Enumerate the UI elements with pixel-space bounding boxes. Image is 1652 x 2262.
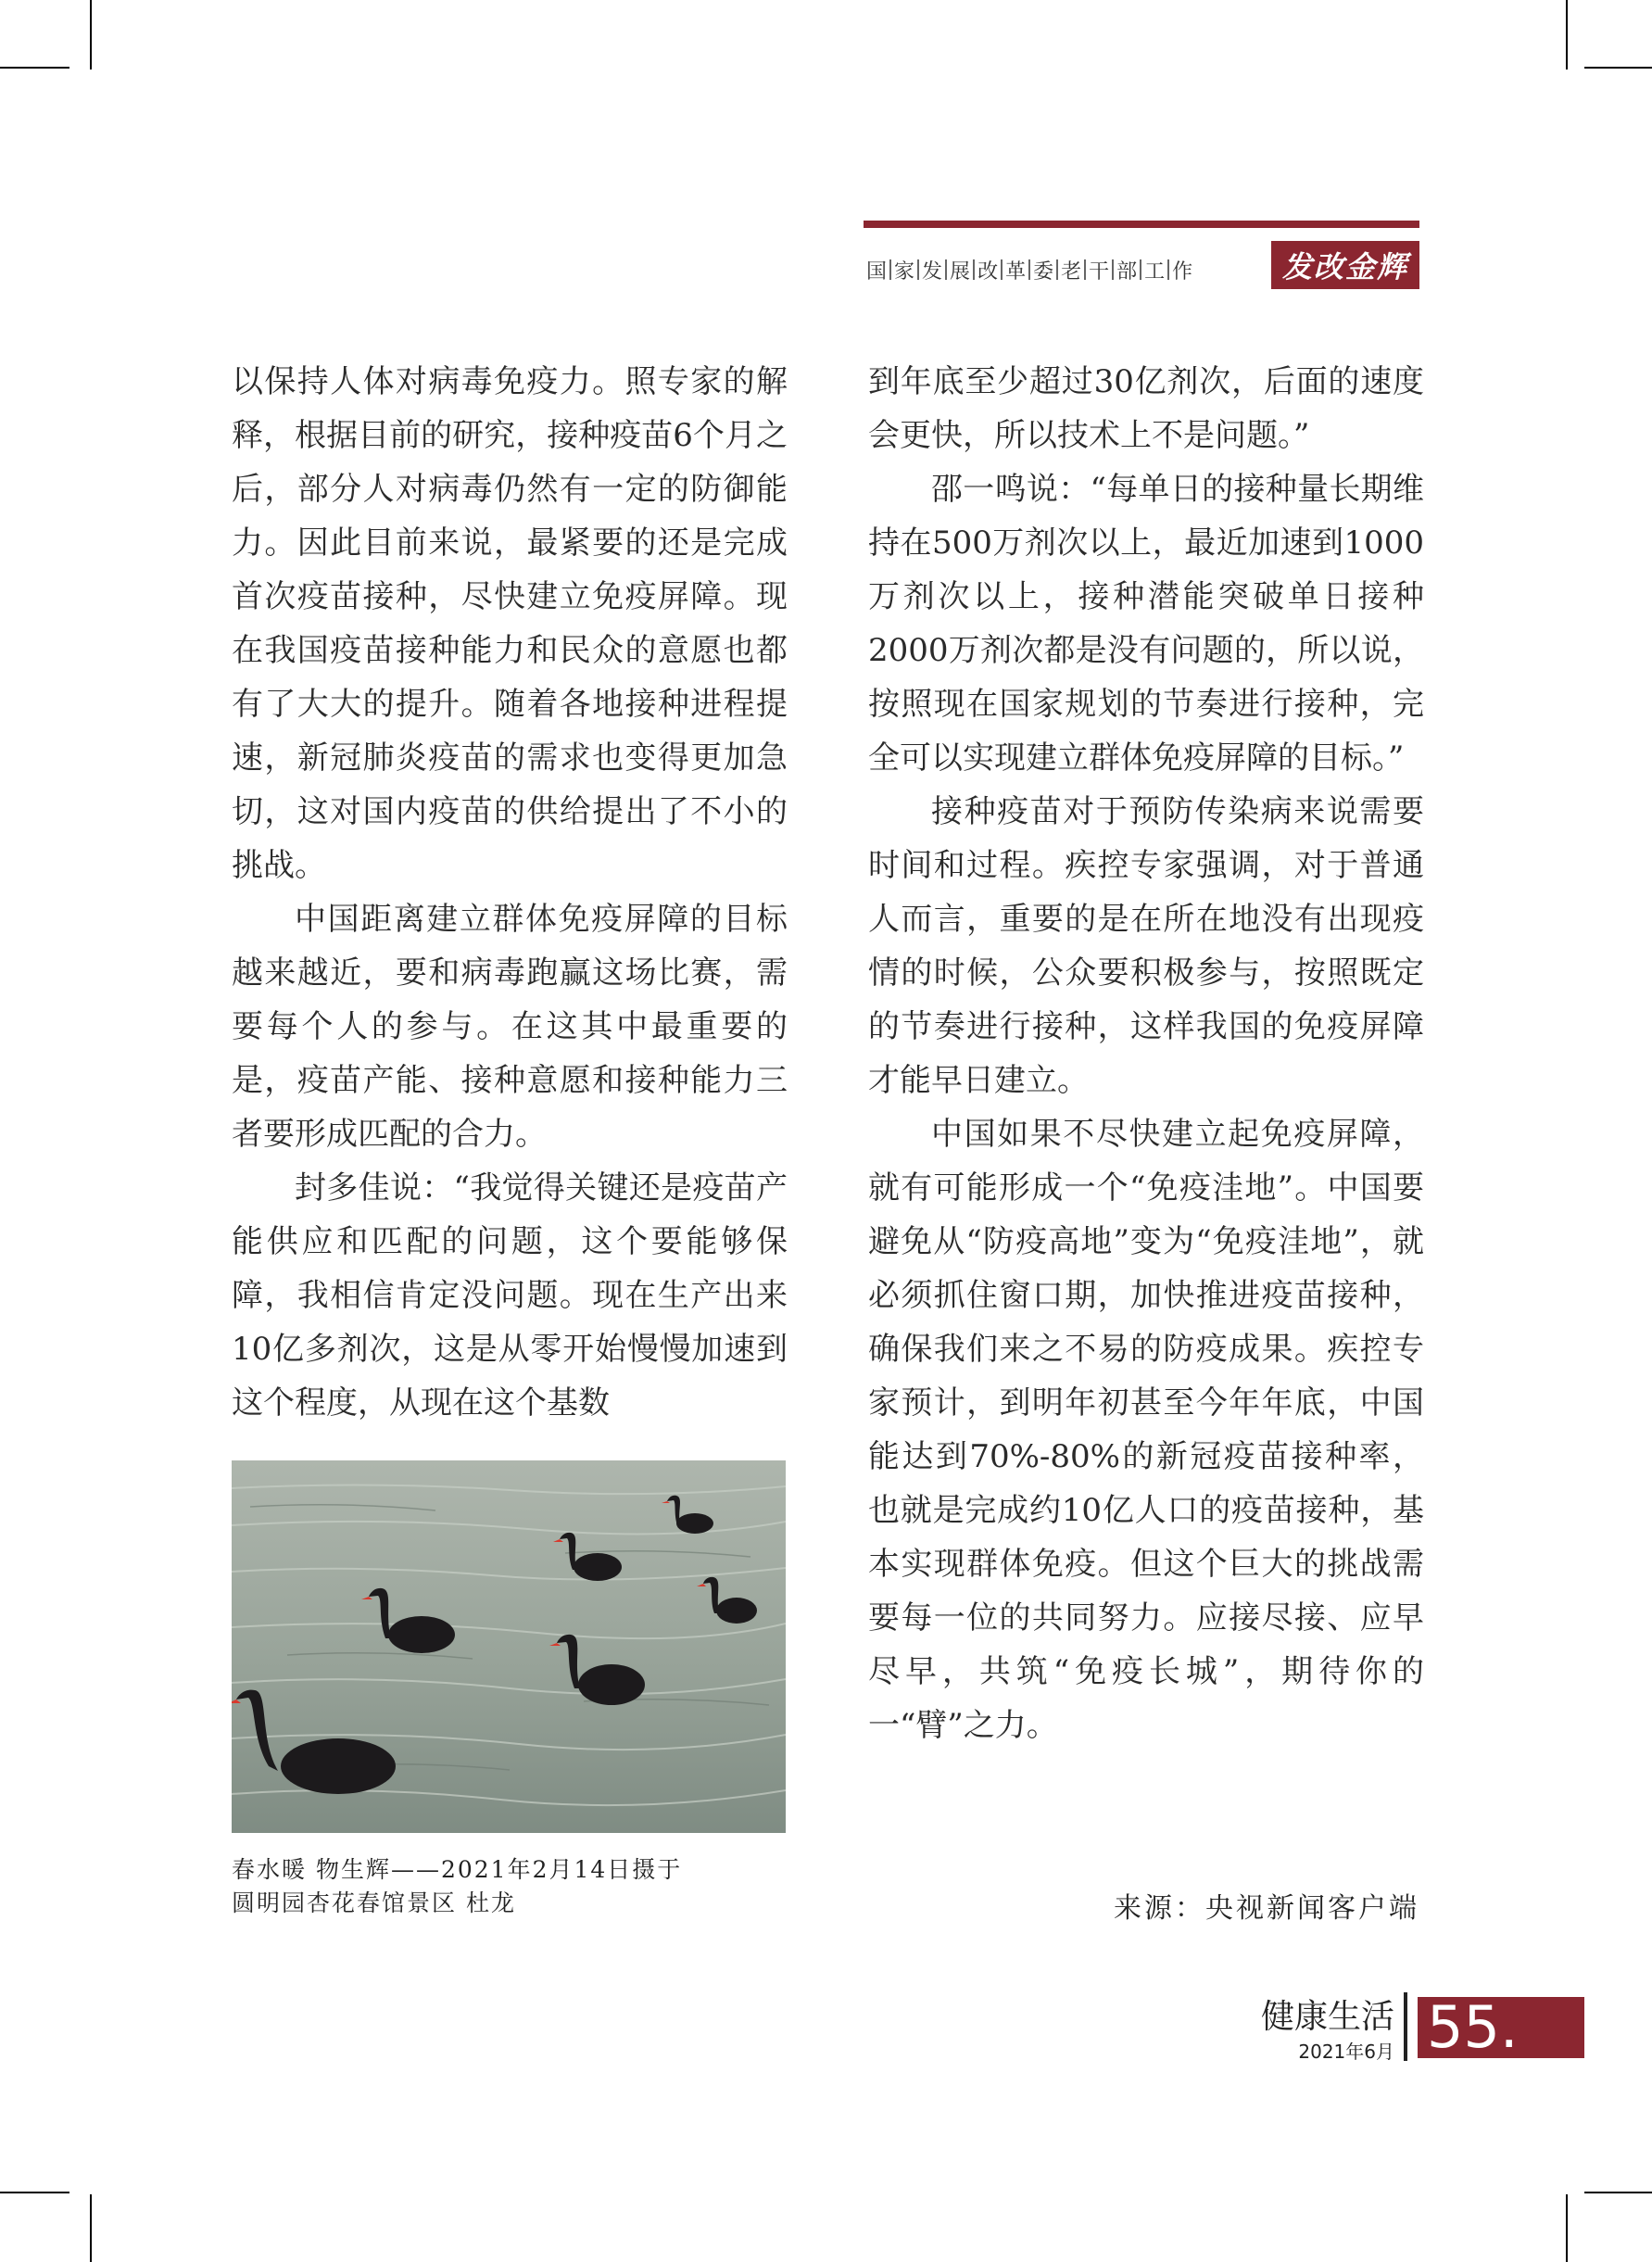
right-column: [868, 355, 1424, 1752]
header-org-char: 工: [1144, 259, 1166, 284]
footer-divider: [1404, 1992, 1407, 2061]
paragraph: 中国距离建立群体免疫屏障的目标越来越近，要和病毒跑赢这场比赛，需要每个人的参与。在这其中最重要的是，疫苗产能、接种意愿和接种能力三者要形成匹配的合力。: [232, 901, 788, 1153]
brand-logo: 发改金辉: [1271, 241, 1419, 289]
crop-mark-top-right-v: [1566, 0, 1568, 70]
crop-mark-bottom-left-v: [90, 2194, 92, 2262]
header-org-char: 家: [894, 259, 915, 284]
issue-date: 2021年6月: [1298, 2041, 1394, 2063]
paragraph: 以保持人体对病毒免疫力。照专家的解释，根据目前的研究，接种疫苗6个月之后，部分人对病毒仍然有一定的防御能力。因此目前来说，最紧要的还是完成首次疫苗接种，尽快建立免疫屏障。现在我国疫苗接种能力和民众的意愿也都有了大大的提升。随着各地接种进程提速，新冠肺炎疫苗的需求也变得更加急切，这对国内疫苗的供给提出了不小的挑战。: [232, 363, 788, 884]
magazine-title: 健康生活: [1260, 1998, 1394, 2036]
crop-mark-bottom-right-v: [1566, 2194, 1568, 2262]
header-org-char: 作: [1172, 259, 1193, 284]
header-org-char: 发: [922, 259, 943, 284]
crop-mark-top-right-h: [1584, 67, 1652, 69]
page-number: 55.: [1418, 1997, 1584, 2058]
header-org-char: 老: [1061, 259, 1082, 284]
header-org-char: 干: [1089, 259, 1110, 284]
caption-line: 春水暖 物生辉——2021年2月14日摄于: [232, 1856, 683, 1883]
article-source: 来源：央视新闻客户端: [1114, 1892, 1419, 1925]
crop-mark-bottom-left-h: [0, 2192, 69, 2193]
header-org-char: 革: [1005, 259, 1027, 284]
caption-line: 圆明园杏花春馆景区 杜龙: [232, 1889, 516, 1916]
swan-photo: [232, 1460, 786, 1833]
paragraph: 接种疫苗对于预防传染病来说需要时间和过程。疾控专家强调，对于普通人而言，重要的是在所在地没有出现疫情的时候，公众要积极参与，按照既定的节奏进行接种，这样我国的免疫屏障才能早日建立。: [868, 793, 1424, 1099]
crop-mark-top-left-v: [90, 0, 92, 70]
paragraph: 封多佳说：“我觉得关键还是疫苗产能供应和匹配的问题，这个要能够保障，我相信肯定没问题。现在生产出来10亿多剂次，这是从零开始慢慢加速到这个程度，从现在这个基数: [232, 1169, 788, 1422]
paragraph: 邵一鸣说：“每单日的接种量长期维持在500万剂次以上，最近加速到1000万剂次以上，接种潜能突破单日接种2000万剂次都是没有问题的，所以说，按照现在国家规划的节奏进行接种，完全可以实现建立群体免疫屏障的目标。”: [868, 471, 1424, 777]
crop-mark-top-left-h: [0, 67, 69, 69]
photo-caption: [232, 1853, 788, 1920]
header-org-char: 国: [866, 259, 888, 284]
crop-mark-bottom-right-h: [1584, 2192, 1652, 2193]
header-organization: [864, 254, 1195, 285]
paragraph: 到年底至少超过30亿剂次，后面的速度会更快，所以技术上不是问题。”: [868, 363, 1424, 454]
header-org-char: 部: [1116, 259, 1138, 284]
header-org-char: 改: [977, 259, 999, 284]
header-org-char: 展: [950, 259, 971, 284]
header-org-char: 委: [1033, 259, 1054, 284]
header-rule: [864, 221, 1419, 228]
paragraph: 中国如果不尽快建立起免疫屏障，就有可能形成一个“免疫洼地”。中国要避免从“防疫高地”变为“免疫洼地”，就必须抓住窗口期，加快推进疫苗接种，确保我们来之不易的防疫成果。疾控专家预计，到明年初甚至今年年底，中国能达到70%-80%的新冠疫苗接种率，也就是完成约10亿人口的疫苗接种，基本实现群体免疫。但这个巨大的挑战需要每一位的共同努力。应接尽接、应早尽早，共筑“免疫长城”，期待你的一“臂”之力。: [868, 1116, 1424, 1744]
left-column: [232, 355, 788, 1430]
